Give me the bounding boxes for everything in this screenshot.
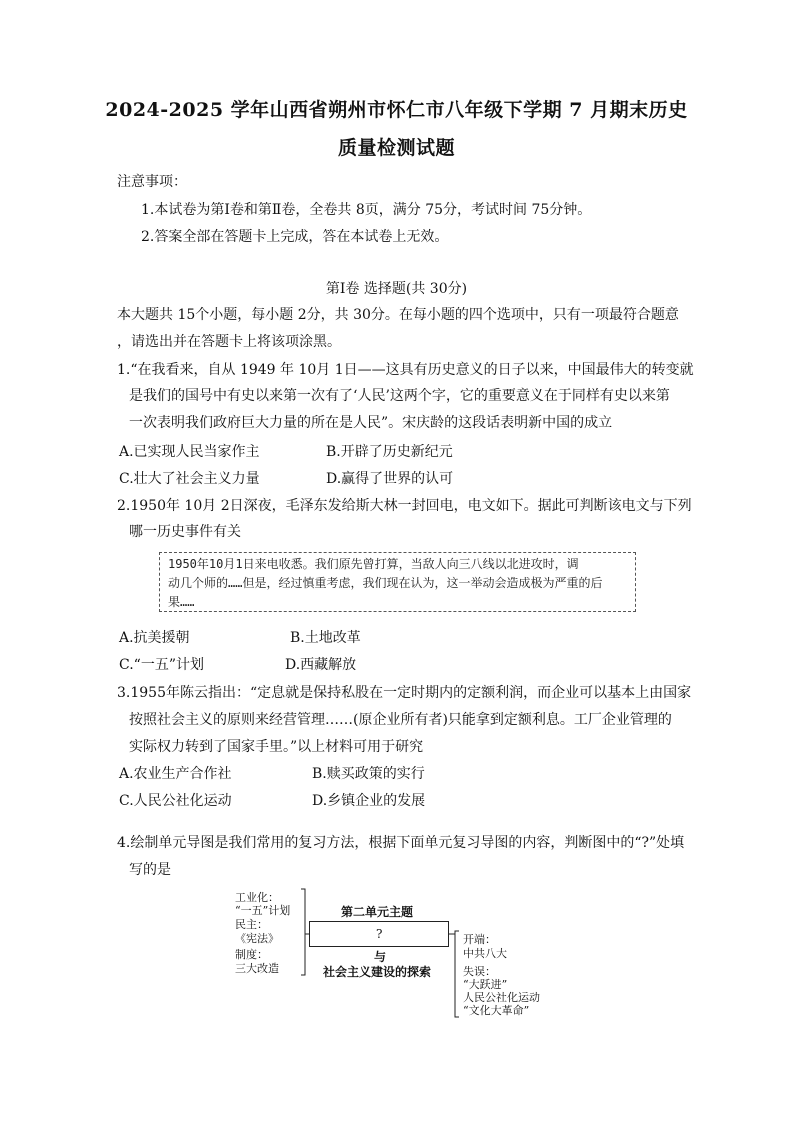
question-3-text: 3.1955年陈云指出：“定息就是保持私股在一定时期内的定额利润，而企业可以基本上由国家	[117, 685, 692, 701]
section-instruction: ，请选出并在答题卡上将该项涂黑。	[117, 334, 341, 350]
quote-line: 果……	[168, 595, 195, 609]
question-4-text: 写的是	[129, 862, 171, 878]
diagram-right-value: 中共八大	[463, 947, 507, 960]
diagram-unit-title: 第二单元主题	[341, 905, 414, 919]
question-1-text: 一次表明我们政府巨大力量的所在是人民”。宋庆龄的这段话表明新中国的成立	[129, 415, 613, 431]
diagram-right-value: 人民公社化运动	[463, 991, 540, 1004]
notice-heading: 注意事项：	[117, 174, 187, 190]
question-2-option-a[interactable]: A.抗美援朝	[119, 630, 190, 646]
question-3-option-d[interactable]: D.乡镇企业的发展	[312, 793, 426, 809]
diagram-right-label: 开端：	[463, 933, 496, 946]
question-1-option-c[interactable]: C.壮大了社会主义力量	[119, 471, 260, 487]
question-2-option-c[interactable]: C.“一五”计划	[119, 657, 204, 673]
section-heading: 第Ⅰ卷 选择题(共 30分)	[325, 281, 468, 297]
question-3-option-b[interactable]: B.赎买政策的实行	[312, 766, 425, 782]
question-1-option-b[interactable]: B.开辟了历史新纪元	[326, 444, 453, 460]
quote-line: 动几个师的……但是，经过慎重考虑，我们现在认为，这一举动会造成极为严重的后	[168, 576, 603, 590]
diagram-question-mark: ?	[376, 927, 383, 941]
section-instruction: 本大题共 15个小题，每小题 2分，共 30分。在每小题的四个选项中，只有一项最符合题意	[117, 307, 679, 323]
unit-review-diagram	[225, 885, 565, 1020]
exam-title-line1: 2024-2025 学年山西省朔州市怀仁市八年级下学期 7 月期末历史	[105, 99, 688, 121]
diagram-left-label: 民主：	[235, 918, 268, 931]
question-3-option-c[interactable]: C.人民公社化运动	[119, 793, 232, 809]
question-4-text: 4.绘制单元导图是我们常用的复习方法，根据下面单元复习导图的内容，判断图中的“?”处填	[117, 835, 685, 851]
diagram-left-label: 制度：	[235, 948, 268, 961]
diagram-connector: 与	[374, 950, 387, 964]
question-2-text: 2.1950年 10月 2日深夜，毛泽东发给斯大林一封回电，电文如下。据此可判断该电文与下列	[117, 498, 692, 514]
diagram-left-value: “一五”计划	[235, 904, 291, 917]
question-1-text: 是我们的国号中有史以来第一次有了‘人民’这两个字，它的重要意义在于同样有史以来第	[129, 388, 670, 404]
question-2-text: 哪一历史事件有关	[129, 524, 241, 540]
notice-item: 1.本试卷为第Ⅰ卷和第Ⅱ卷，全卷共 8页，满分 75分，考试时间 75分钟。	[141, 202, 592, 218]
question-2-option-d[interactable]: D.西藏解放	[285, 657, 357, 673]
diagram-left-value: 三大改造	[235, 962, 279, 975]
diagram-right-label: 失误：	[463, 965, 496, 978]
diagram-left-label: 工业化：	[235, 891, 279, 904]
question-3-option-a[interactable]: A.农业生产合作社	[119, 766, 232, 782]
question-3-text: 实际权力转到了国家手里。”以上材料可用于研究	[129, 739, 424, 755]
question-1-option-d[interactable]: D.赢得了世界的认可	[326, 471, 454, 487]
question-2-option-b[interactable]: B.土地改革	[290, 630, 361, 646]
notice-item: 2.答案全部在答题卡上完成，答在本试卷上无效。	[141, 229, 449, 245]
question-1-text: 1.“在我看来，自从 1949 年 10月 1日——这具有历史意义的日子以来，中国最伟大的转变就	[117, 362, 694, 378]
question-1-option-a[interactable]: A.已实现人民当家作主	[119, 444, 260, 460]
quote-line: 1950年10月1日来电收悉。我们原先曾打算，当敌人向三八线以北进攻时，调	[168, 557, 579, 571]
exam-title-line2: 质量检测试题	[337, 137, 455, 159]
diagram-right-value: “文化大革命”	[463, 1004, 530, 1017]
question-3-text: 按照社会主义的原则来经营管理……(原企业所有者)只能拿到定额利息。工厂企业管理的	[129, 712, 672, 728]
diagram-left-value: 《宪法》	[235, 932, 279, 945]
diagram-right-value: “大跃进”	[463, 978, 508, 991]
question-2-telegram-quote	[159, 552, 636, 612]
diagram-subtitle: 社会主义建设的探索	[323, 965, 432, 979]
